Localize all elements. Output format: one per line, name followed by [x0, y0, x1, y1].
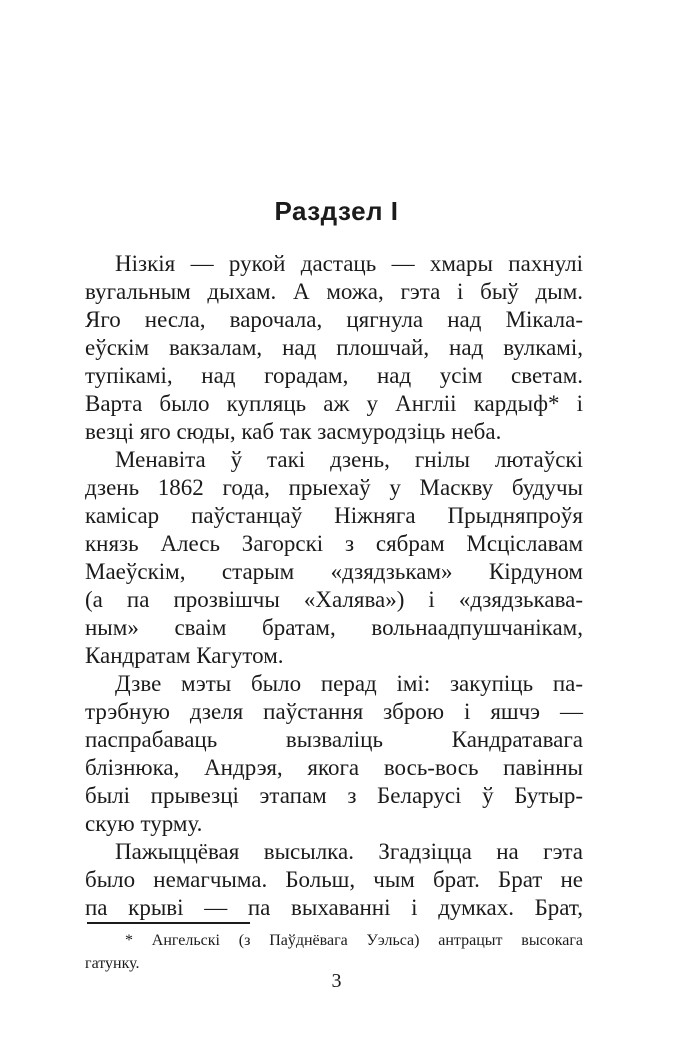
text-line: скую турму.: [85, 811, 203, 836]
text-line: камісар паўстанцаў Ніжняга Прыдняпроўя: [85, 503, 583, 528]
footnote: [85, 929, 583, 975]
text-line: везці яго сюды, каб так засмуродзіць неба.: [85, 419, 502, 444]
footnote-line: гатунку.: [85, 955, 140, 972]
body-text: [85, 250, 583, 922]
text-line: паспрабаваць вызваліць Кандратавага: [85, 727, 583, 752]
text-line: Пажыццёвая высылка. Згадзіцца на гэта: [115, 839, 583, 864]
text-line: Дзве мэты было перад імі: закупіць па-: [115, 671, 583, 696]
paragraph-4: [85, 838, 583, 922]
paragraph-3: [85, 670, 583, 838]
text-line: былі прывезці этапам з Беларусі ў Бутыр-: [85, 783, 583, 808]
text-line: блізнюка, Андрэя, якога вось-вось павінны: [85, 755, 583, 780]
text-line: Маеўскім, старым «дзядзькам» Кірдуном: [85, 559, 583, 584]
text-line: еўскім вакзалам, над плошчай, над вулкамі,: [85, 335, 583, 360]
text-line: трэбную дзеля паўстання зброю і яшчэ —: [85, 699, 583, 724]
text-line: Менавіта ў такі дзень, гнілы лютаўскі: [115, 447, 583, 472]
text-line: дзень 1862 года, прыехаў у Маскву будучы: [85, 475, 583, 500]
text-line: ным» сваім братам, вольнаадпушчанікам,: [85, 615, 583, 640]
paragraph-1: [85, 250, 583, 446]
footnote-divider: [87, 922, 250, 924]
text-line: Нізкія — рукой дастаць — хмары пахнулі: [115, 251, 583, 276]
footnote-line: * Ангельскі (з Паўднёвага Уэльса) антрацыт высокага: [125, 932, 583, 949]
text-line: вугальным дыхам. А можа, гэта і быў дым.: [85, 279, 583, 304]
text-line: па крыві — па выхаванні і думках. Брат,: [85, 895, 583, 920]
text-line: было немагчыма. Больш, чым брат. Брат не: [85, 867, 583, 892]
text-line: тупікамі, над горадам, над усім светам.: [85, 363, 583, 388]
paragraph-2: [85, 446, 583, 670]
chapter-title: Раздзел I: [274, 196, 399, 226]
text-line: (а па прозвішчы «Халява») і «дзядзькава-: [85, 587, 583, 612]
text-line: князь Алесь Загорскі з сябрам Мсціславам: [85, 531, 583, 556]
text-line: Яго несла, варочала, цягнула над Мікала-: [85, 307, 583, 332]
page-number: 3: [331, 970, 342, 992]
text-line: Кандратам Кагутом.: [85, 643, 284, 668]
text-line: Варта было купляць аж у Англіі кардыф* і: [85, 391, 583, 416]
